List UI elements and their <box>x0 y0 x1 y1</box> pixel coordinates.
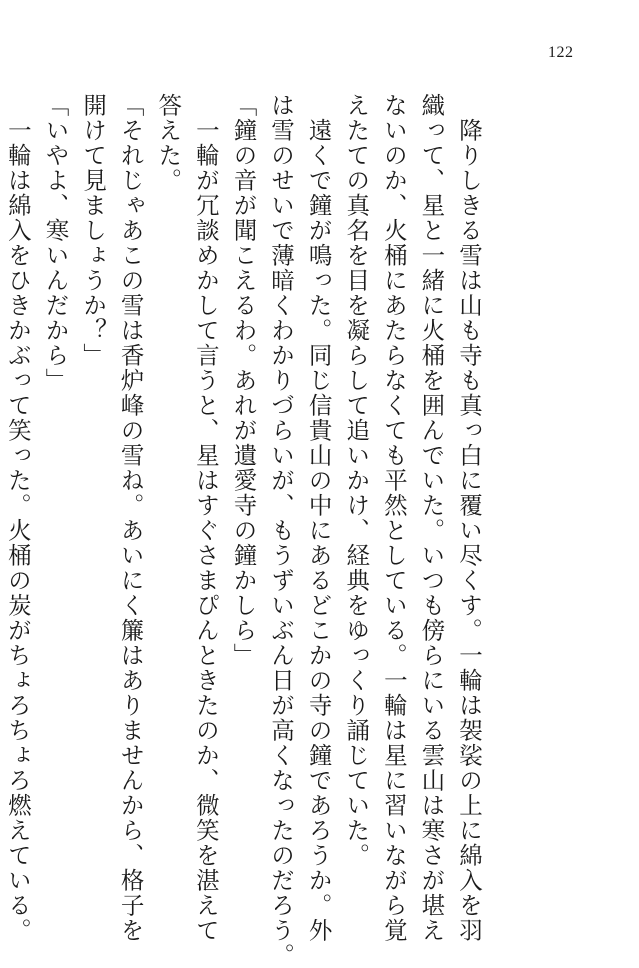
text-line: 答えた。 <box>154 93 183 193</box>
text-line: 降りしきる雪は山も寺も真っ白に覆い尽くす。一輪は袈裟の上に綿入を羽 <box>455 93 483 943</box>
text-line: えたての真名を目を凝らして追いかけ、経典をゆっくり誦じていた。 <box>342 93 371 868</box>
text-line: 「いやよ、寒いんだから」 <box>41 93 70 393</box>
text-line: 開けて見ましょうか？」 <box>79 93 108 368</box>
text-line: ないのか、火桶にあたらなくても平然としている。一輪は星に習いながら覚 <box>379 93 408 943</box>
vertical-text-body <box>0 93 487 968</box>
text-line: 遠くで鐘が鳴った。同じ信貴山の中にあるどこかの寺の鐘であろうか。外 <box>304 93 333 943</box>
text-line: 「それじゃあこの雪は香炉峰の雪ね。あいにく簾はありませんから、格子を <box>116 93 145 943</box>
text-line: は雪のせいで薄暗くわかりづらいが、もうずいぶん日が高くなったのだろう。 <box>267 93 296 968</box>
page-number: 122 <box>548 44 574 61</box>
text-line: 一輪が冗談めかして言うと、星はすぐさまぴんときたのか、微笑を湛えて <box>191 93 220 943</box>
text-line: 織って、星と一緒に火桶を囲んでいた。いつも傍らにいる雲山は寒さが堪え <box>417 93 446 943</box>
text-line: 「鐘の音が聞こえるわ。あれが遺愛寺の鐘かしら」 <box>229 93 258 668</box>
text-line: 一輪は綿入をひきかぶって笑った。火桶の炭がちょろちょろ燃えている。 <box>3 93 32 943</box>
